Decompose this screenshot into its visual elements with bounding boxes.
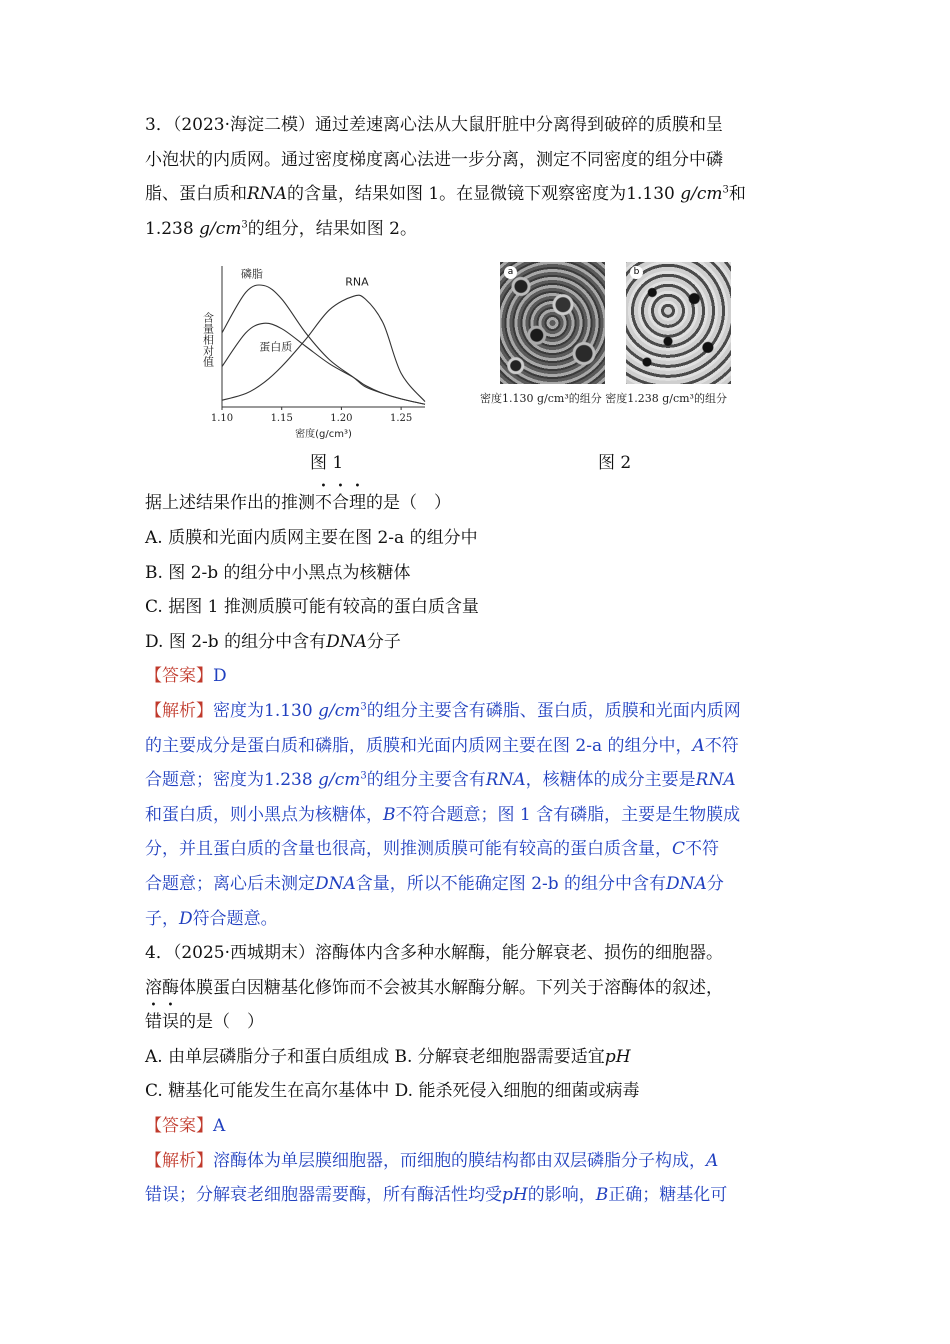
x-axis-label: 密度(g/cm³) [295, 429, 352, 441]
x-tick-label-0: 1.10 [210, 413, 234, 425]
series-line-1 [222, 324, 425, 405]
series-label-0: 磷脂 [240, 267, 263, 281]
micrograph-a [500, 262, 605, 384]
figure-1-caption: 图 1 [310, 453, 344, 474]
q3-stem-line1: 3．（2023·海淀二模）通过差速离心法从大鼠肝脏中分离得到破碎的质膜和呈 [145, 115, 723, 135]
figure-1 [200, 262, 440, 477]
question-source: （2023·海淀二模） [172, 115, 315, 135]
question-number: 4． [145, 943, 173, 964]
q4-answer: 【答案】A [145, 1116, 226, 1137]
q4-analysis: 【解析】溶酶体为单层膜细胞器，而细胞的膜结构都由双层磷脂分子构成，A 错误；分解衰老细胞器需要酶，所有酶活性均受pH的影响，B正确；糖基化可 [145, 1150, 728, 1206]
q4-stem-line1: 4．（2025·西城期末）溶酶体内含多种水解酶，能分解衰老、损伤的细胞器。 [145, 943, 723, 964]
figures [145, 250, 810, 480]
q3-question: 据上述结果作出的推测不合理的是（ ） [145, 493, 451, 514]
series-label-2: 蛋白质 [259, 340, 293, 354]
x-tick-label-2: 1.20 [330, 413, 353, 425]
option-d: D. 图 2-b 的组分中含有DNA分子 [145, 631, 401, 652]
q4-question: 错误的是（ ） [145, 1012, 264, 1033]
question-number: 3． [145, 115, 173, 135]
label-b: b [630, 266, 643, 279]
figure-2 [480, 262, 750, 477]
option-b: B. 图 2-b 的组分中小黑点为核糖体 [145, 562, 411, 583]
q3-stem-line3: 脂、蛋白质和RNA的含量，结果如图 1。在显微镜下观察密度为1.130 $g/cm^3$和 [145, 184, 746, 205]
series-line-2 [222, 296, 425, 402]
q3-stem-line2: 小泡状的内质网。通过密度梯度离心法进一步分离，测定不同密度的组分中磷 [145, 149, 723, 170]
q4-options-cd: C. 糖基化可能发生在高尔基体中 D. 能杀死侵入细胞的细菌或病毒 [145, 1081, 640, 1102]
question-source: （2025·西城期末） [172, 943, 315, 964]
option-c: C. 据图 1 推测质膜可能有较高的蛋白质含量 [145, 597, 479, 618]
document-page [145, 108, 810, 1213]
q4-options-ab: A. 由单层磷脂分子和蛋白质组成 B. 分解衰老细胞器需要适宜pH [145, 1046, 631, 1067]
series-label-1: RNA [345, 275, 369, 289]
figure-2-caption: 图 2 [598, 453, 632, 474]
y-axis-label: 含量相对值 [201, 312, 215, 368]
micrograph-b [626, 262, 731, 384]
x-tick-label-3: 1.25 [389, 413, 413, 425]
option-a: A. 质膜和光面内质网主要在图 2-a 的组分中 [145, 527, 478, 548]
series-line-0 [222, 285, 425, 404]
q3-analysis: 【解析】密度为1.130 $g/cm^3$的组分主要含有磷脂、蛋白质，质膜和光面内质网 的主要成分是蛋白质和磷脂，质膜和光面内质网主要在图 2-a 的组分中，A不符 合题意；密度为1.238 $g/cm^3$的组分主要含有RNA，核糖体的成分主要是RNA 和蛋白质，则小黑点为核糖体，B不符合题意；图 1 含有磷脂，主要是生物膜成 分，并且蛋白质的含量也很高，则推测质膜可能有较高的蛋白质含量，C不符 合题意；离心后未测定DNA含量，所以不能确定图 2-b 的组分中含有DNA分 子，D符合题意。 [145, 700, 741, 929]
q4-stem-line2: 溶酶体膜蛋白因糖基化修饰而不会被其水解酶分解。下列关于溶酶体的叙述， [145, 977, 723, 998]
q3-stem-line4: 1.238 $g/cm^3$的组分，结果如图 2。 [145, 218, 417, 239]
label-a: a [504, 266, 517, 279]
figure-2-subcaption: 密度1.130 g/cm³的组分 密度1.238 g/cm³的组分 [480, 392, 727, 406]
q3-answer: 【答案】D [145, 666, 227, 687]
x-tick-label-1: 1.15 [270, 413, 293, 425]
density-chart [200, 262, 440, 442]
